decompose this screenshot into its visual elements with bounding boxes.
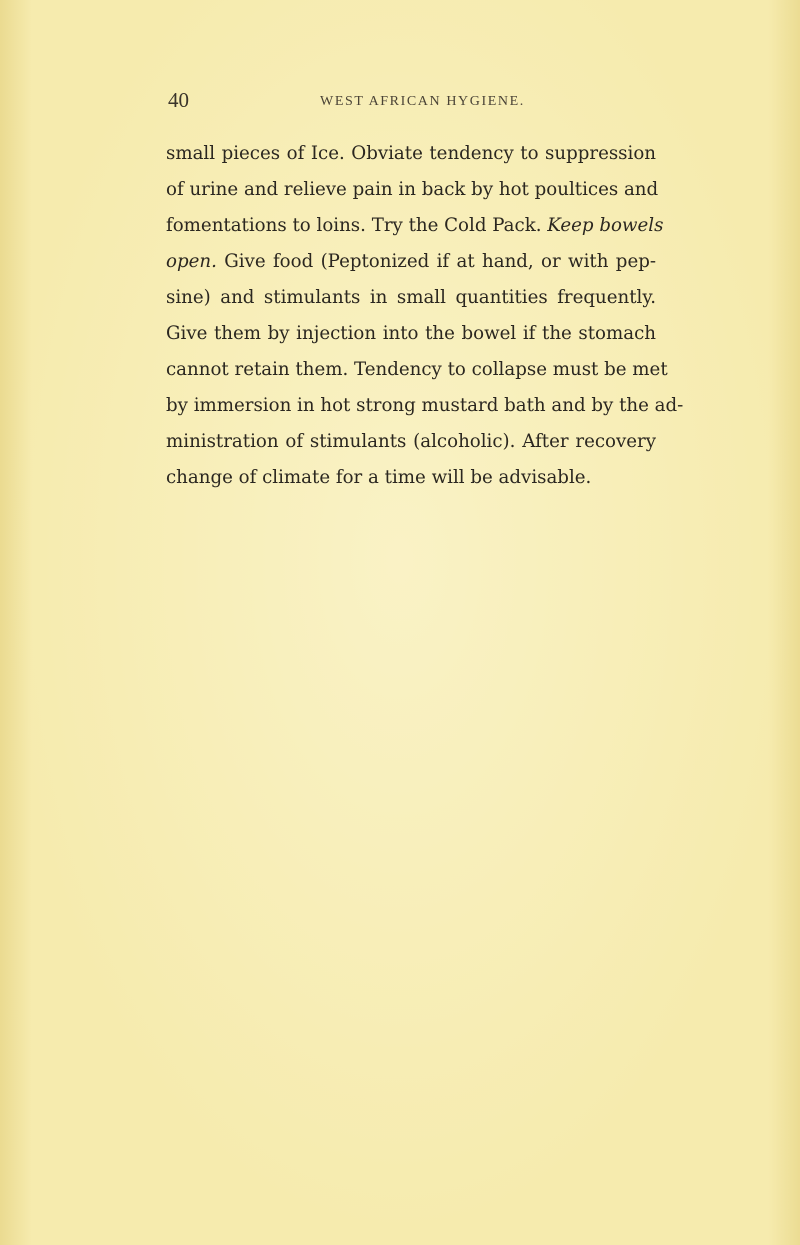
text-line bbox=[166, 244, 656, 280]
text-line bbox=[166, 172, 659, 208]
text-line bbox=[166, 460, 656, 496]
text-run: fomentations to loins. Try the Cold Pack. bbox=[166, 215, 548, 236]
italic-text-run: open. bbox=[166, 251, 217, 272]
text-line bbox=[166, 388, 684, 424]
page-number: 40 bbox=[168, 88, 189, 112]
running-head: WEST AFRICAN HYGIENE. bbox=[320, 94, 525, 109]
text-run: small pieces of Ice. Obviate tendency to suppression bbox=[166, 143, 656, 164]
text-line bbox=[166, 424, 656, 460]
text-run: of urine and relieve pain in back by hot poultices and bbox=[166, 179, 659, 200]
text-run: by immersion in hot strong mustard bath and by the ad- bbox=[166, 395, 684, 416]
italic-text-run: Keep bowels bbox=[547, 215, 664, 236]
text-line bbox=[166, 136, 656, 172]
text-run: Give them by injection into the bowel if the stomach bbox=[166, 323, 656, 344]
text-run: Give food (Peptonized if at hand, or with pep- bbox=[216, 251, 656, 272]
text-run: sine) and stimulants in small quantities frequently. bbox=[166, 287, 656, 308]
text-run: ministration of stimulants (alcoholic). After recovery bbox=[166, 431, 656, 452]
text-line bbox=[166, 280, 656, 316]
text-line bbox=[166, 352, 668, 388]
text-run: change of climate for a time will be advisable. bbox=[166, 467, 592, 488]
body-paragraph bbox=[166, 136, 684, 496]
text-line bbox=[166, 316, 656, 352]
text-line bbox=[166, 208, 664, 244]
page-header bbox=[168, 88, 638, 118]
text-run: cannot retain them. Tendency to collapse must be met bbox=[166, 359, 668, 380]
